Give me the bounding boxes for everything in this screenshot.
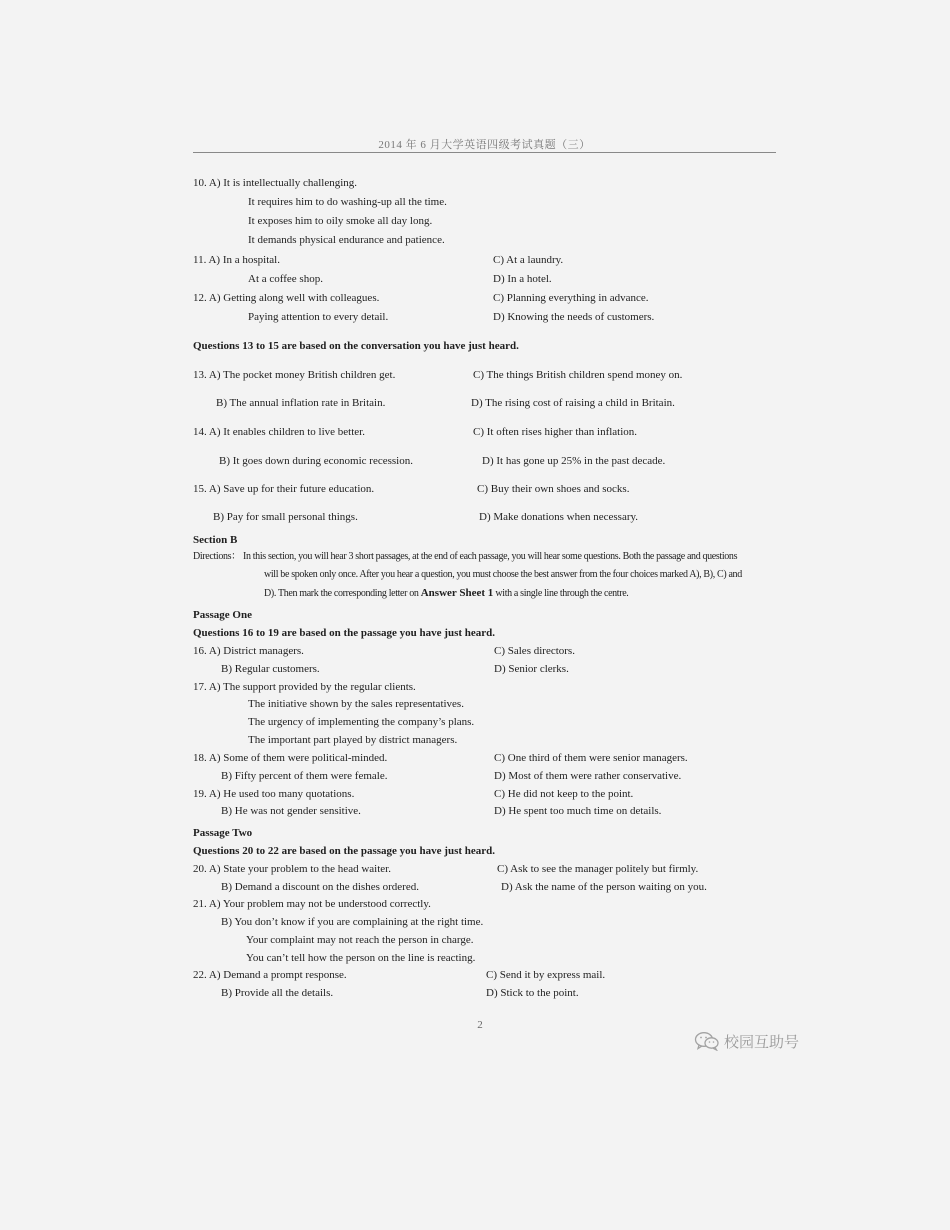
question-line: 11. A) In a hospital. bbox=[193, 254, 280, 266]
question-line: D) It has gone up 25% in the past decade. bbox=[482, 455, 666, 467]
section-heading: Passage Two bbox=[193, 827, 253, 839]
question-line: D) Most of them were rather conservative. bbox=[494, 770, 682, 782]
directions-line-2: will be spoken only once. After you hear a question, you must choose the best answer from the four choices marked A), B), C) and bbox=[264, 569, 742, 580]
question-line: It requires him to do washing-up all the time. bbox=[248, 196, 447, 208]
question-line: D) The rising cost of raising a child in Britain. bbox=[471, 397, 675, 409]
question-line: 17. A) The support provided by the regular clients. bbox=[193, 681, 416, 693]
question-line: 15. A) Save up for their future education. bbox=[193, 483, 375, 495]
page-header: 2014 年 6 月大学英语四级考试真题（三） bbox=[378, 139, 591, 151]
question-line: Paying attention to every detail. bbox=[248, 311, 389, 323]
question-line: 14. A) It enables children to live better. bbox=[193, 426, 365, 438]
question-line: The urgency of implementing the company’s plans. bbox=[248, 716, 475, 728]
question-line: D) In a hotel. bbox=[493, 273, 552, 285]
directions-text-3b: with a single line through the centre. bbox=[493, 588, 629, 599]
question-line: D) He spent too much time on details. bbox=[494, 805, 662, 817]
question-line: B) You don’t know if you are complaining at the right time. bbox=[221, 916, 484, 928]
question-line: C) He did not keep to the point. bbox=[494, 788, 634, 800]
question-line: The initiative shown by the sales representatives. bbox=[248, 698, 464, 710]
question-line: 20. A) State your problem to the head waiter. bbox=[193, 863, 391, 875]
question-line: It exposes him to oily smoke all day long. bbox=[248, 215, 433, 227]
question-line: C) Ask to see the manager politely but firmly. bbox=[497, 863, 699, 875]
question-line: D) Stick to the point. bbox=[486, 987, 579, 999]
question-line: C) The things British children spend money on. bbox=[473, 369, 683, 381]
page-number: 2 bbox=[477, 1019, 483, 1031]
question-line: C) Buy their own shoes and socks. bbox=[477, 483, 630, 495]
section-heading: Questions 13 to 15 are based on the conversation you have just heard. bbox=[193, 340, 519, 352]
question-line: D) Make donations when necessary. bbox=[479, 511, 639, 523]
question-line: C) Send it by express mail. bbox=[486, 969, 606, 981]
question-line: B) The annual inflation rate in Britain. bbox=[216, 397, 386, 409]
section-heading: Passage One bbox=[193, 609, 252, 621]
question-line: B) Pay for small personal things. bbox=[213, 511, 358, 523]
section-heading: Section B bbox=[193, 534, 238, 546]
directions-label: Directions： bbox=[193, 551, 241, 562]
section-heading: Questions 16 to 19 are based on the passage you have just heard. bbox=[193, 627, 496, 639]
question-line: 19. A) He used too many quotations. bbox=[193, 788, 355, 800]
question-line: B) Regular customers. bbox=[221, 663, 320, 675]
question-line: 18. A) Some of them were political-minded. bbox=[193, 752, 388, 764]
question-line: C) Sales directors. bbox=[494, 645, 575, 657]
question-line: 12. A) Getting along well with colleagues. bbox=[193, 292, 380, 304]
question-line: 13. A) The pocket money British children get. bbox=[193, 369, 396, 381]
question-line: C) One third of them were senior managers. bbox=[494, 752, 688, 764]
directions-text-3a: D). Then mark the corresponding letter on bbox=[264, 588, 421, 599]
question-line: C) At a laundry. bbox=[493, 254, 564, 266]
wechat-icon bbox=[694, 1031, 720, 1051]
question-line: C) It often rises higher than inflation. bbox=[473, 426, 638, 438]
question-line: At a coffee shop. bbox=[248, 273, 323, 285]
directions-line-1 bbox=[193, 550, 737, 564]
watermark-text: 校园互助号 bbox=[724, 1032, 800, 1051]
question-line: B) Demand a discount on the dishes ordered. bbox=[221, 881, 419, 893]
question-line: 16. A) District managers. bbox=[193, 645, 304, 657]
watermark bbox=[694, 1030, 799, 1052]
question-line: The important part played by district managers. bbox=[248, 734, 458, 746]
answer-sheet-label: Answer Sheet 1 bbox=[420, 587, 494, 599]
section-heading: Questions 20 to 22 are based on the passage you have just heard. bbox=[193, 845, 496, 857]
question-line: Your complaint may not reach the person in charge. bbox=[246, 934, 474, 946]
question-line: B) Provide all the details. bbox=[221, 987, 334, 999]
question-line: D) Senior clerks. bbox=[494, 663, 569, 675]
question-line: B) He was not gender sensitive. bbox=[221, 805, 361, 817]
question-line: 21. A) Your problem may not be understood correctly. bbox=[193, 898, 431, 910]
question-line: You can’t tell how the person on the line is reacting. bbox=[246, 952, 476, 964]
question-line: It demands physical endurance and patience. bbox=[248, 234, 445, 246]
directions-line-3 bbox=[264, 586, 628, 601]
question-line: 22. A) Demand a prompt response. bbox=[193, 969, 347, 981]
question-line: B) Fifty percent of them were female. bbox=[221, 770, 388, 782]
header-rule bbox=[193, 152, 776, 153]
question-line: B) It goes down during economic recession. bbox=[219, 455, 413, 467]
question-line: D) Ask the name of the person waiting on you. bbox=[501, 881, 707, 893]
question-line: D) Knowing the needs of customers. bbox=[493, 311, 655, 323]
directions-text-1: In this section, you will hear 3 short passages, at the end of each passage, you will hear some questions. Both the passage and questions bbox=[242, 551, 738, 562]
question-line: 10. A) It is intellectually challenging. bbox=[193, 177, 358, 189]
question-line: C) Planning everything in advance. bbox=[493, 292, 649, 304]
